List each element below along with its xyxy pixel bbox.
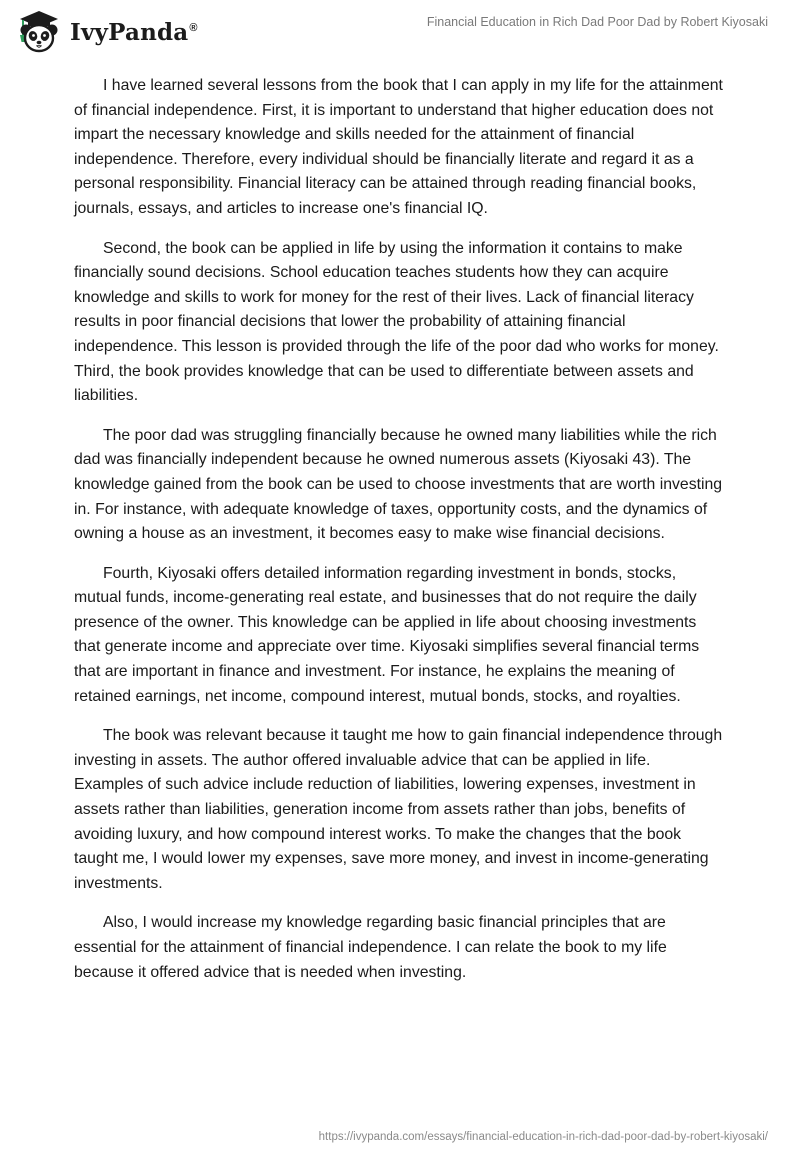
registered-mark: ®: [189, 21, 198, 34]
essay-paragraph: I have learned several lessons from the book that I can apply in my life for the attainment of financial independence. First, it is important to understand that higher education does not impart the necessary knowledge and skills needed for the attainment of financial independence. Therefore, every individual should be financially literate and regard it as a personal responsibility. Financial literacy can be attained through reading financial books, journals, essays, and articles to increase one's financial IQ.: [74, 77, 723, 217]
page-header: [0, 0, 800, 60]
essay-paragraph: Fourth, Kiyosaki offers detailed information regarding investment in bonds, stocks, mutual funds, income-generating real estate, and businesses that do not require the daily presence of the owner. This knowledge can be applied in life about choosing investments that generate income and appreciate over time. Kiyosaki simplifies several financial terms that are important in finance and investment. For instance, he explains the meaning of retained earnings, net income, compound interest, mutual bonds, stocks, and royalties.: [74, 564, 700, 705]
ivypanda-logo[interactable]: [14, 8, 198, 54]
essay-paragraph: Second, the book can be applied in life by using the information it contains to make financially sound decisions. School education teaches students how they can acquire knowledge and skills to work for money for the rest of their lives. Lack of financial literacy results in poor financial decisions that lower the probability of attaining financial independence. This lesson is provided through the life of the poor dad who works for money. Third, the book provides knowledge that can be used to differentiate between assets and liabilities.: [74, 239, 719, 405]
logo-wordmark-text: IvyPanda: [70, 18, 189, 46]
essay-paragraph: The book was relevant because it taught me how to gain financial independence through investing in assets. The author offered invaluable advice that can be applied in life. Examples of such advice include reduction of liabilities, lowering expenses, investment in assets rather than liabilities, generation income from assets rather than jobs, benefits of avoiding luxury, and how compound interest works. To make the changes that the book taught me, I would lower my expenses, save more money, and invest in income-generating investments.: [74, 727, 723, 892]
essay-paragraph: Also, I would increase my knowledge regarding basic financial principles that are essential for the attainment of financial independence. I can relate the book to my life because it offered advice that is needed when investing.: [74, 914, 667, 981]
document-running-title: Financial Education in Rich Dad Poor Dad by Robert Kiyosaki: [426, 15, 768, 29]
source-url-link[interactable]: https://ivypanda.com/essays/financial-education-in-rich-dad-poor-dad-by-robert-kiyosaki/: [318, 1131, 768, 1143]
logo-wordmark: [70, 19, 198, 46]
panda-graduate-logo-icon: [14, 8, 64, 54]
essay-body: [74, 74, 724, 1000]
essay-paragraph: The poor dad was struggling financially because he owned many liabilities while the rich dad was financially independent because he owned numerous assets (Kiyosaki 43). The knowledge gained from the book can be used to choose investments that are worth investing in. For instance, with adequate knowledge of taxes, opportunity costs, and the dynamics of owning a house as an investment, it becomes easy to make wise financial decisions.: [74, 426, 723, 543]
